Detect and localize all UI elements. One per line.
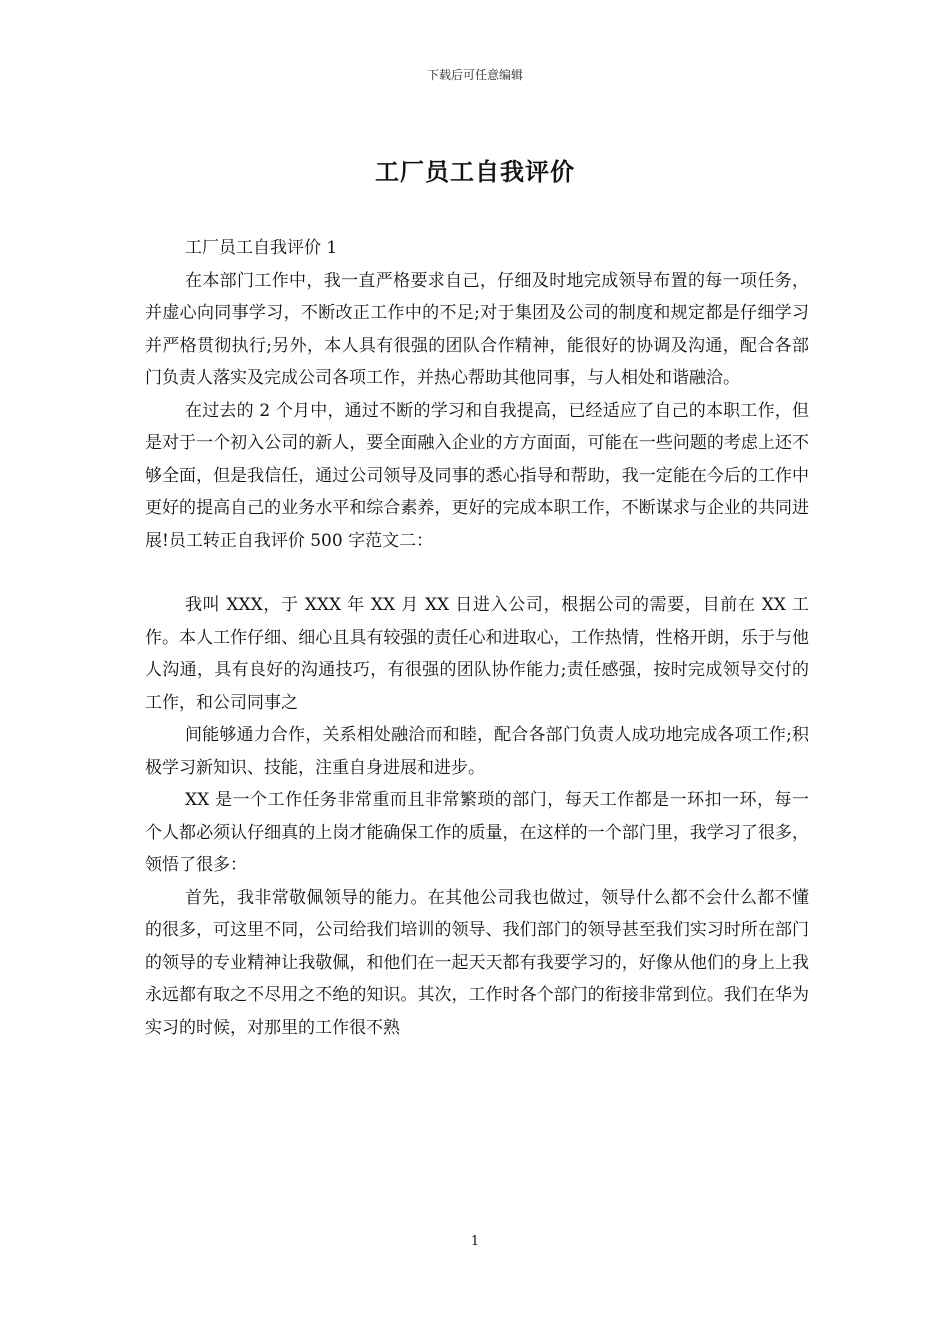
page-number: 1 xyxy=(470,1234,480,1249)
paragraph: 首先，我非常敬佩领导的能力。在其他公司我也做过，领导什么都不会什么都不懂的很多，可这里不同，公司给我们培训的领导、我们部门的领导甚至我们实习时所在部门的领导的专业精神让我敬佩，和他们在一起天天都有我要学习的，好像从他们的身上上我永远都有取之不尽用之不绝的知识。其次，工作时各个部门的衔接非常到位。我们在华为实习的时候，对那里的工作很不熟 xyxy=(145,887,809,1038)
paragraph: 在过去的 2 个月中，通过不断的学习和自我提高，已经适应了自己的本职工作，但是对于一个初入公司的新人，要全面融入企业的方方面面，可能在一些问题的考虑上还不够全面，但是我信任，通过公司领导及同事的悉心指导和帮助，我一定能在今后的工作中更好的提高自己的业务水平和综合素养，更好的完成本职工作，不断谋求与企业的共同进展!员工转正自我评价 500 字范文二： xyxy=(145,400,809,551)
paragraph: 在本部门工作中，我一直严格要求自己，仔细及时地完成领导布置的每一项任务，并虚心向同事学习，不断改正工作中的不足;对于集团及公司的制度和规定都是仔细学习并严格贯彻执行;另外，本人具有很强的团队合作精神，能很好的协调及沟通，配合各部门负责人落实及完成公司各项工作，并热心帮助其他同事，与人相处和谐融洽。 xyxy=(145,270,809,388)
paragraph: XX 是一个工作任务非常重而且非常繁琐的部门，每天工作都是一环扣一环，每一个人都必须认仔细真的上岗才能确保工作的质量，在这样的一个部门里，我学习了很多，领悟了很多： xyxy=(145,790,809,875)
section-heading: 工厂员工自我评价 1 xyxy=(185,238,338,258)
paragraph: 我叫 XXX，于 XXX 年 XX 月 XX 日进入公司，根据公司的需要，目前在 XX 工作。本人工作仔细、细心且具有较强的责任心和进取心，工作热情，性格开朗，乐于与他人沟通，具有良好的沟通技巧，有很强的团队协作能力;责任感强，按时完成领导交付的工作，和公司同事之 xyxy=(145,595,809,713)
document-body xyxy=(145,232,809,1044)
document-title: 工厂员工自我评价 xyxy=(375,157,575,186)
paragraph: 间能够通力合作，关系相处融洽而和睦，配合各部门负责人成功地完成各项工作;积极学习新知识、技能，注重自身进展和进步。 xyxy=(145,725,809,778)
header-note: 下载后可任意编辑 xyxy=(426,68,523,82)
